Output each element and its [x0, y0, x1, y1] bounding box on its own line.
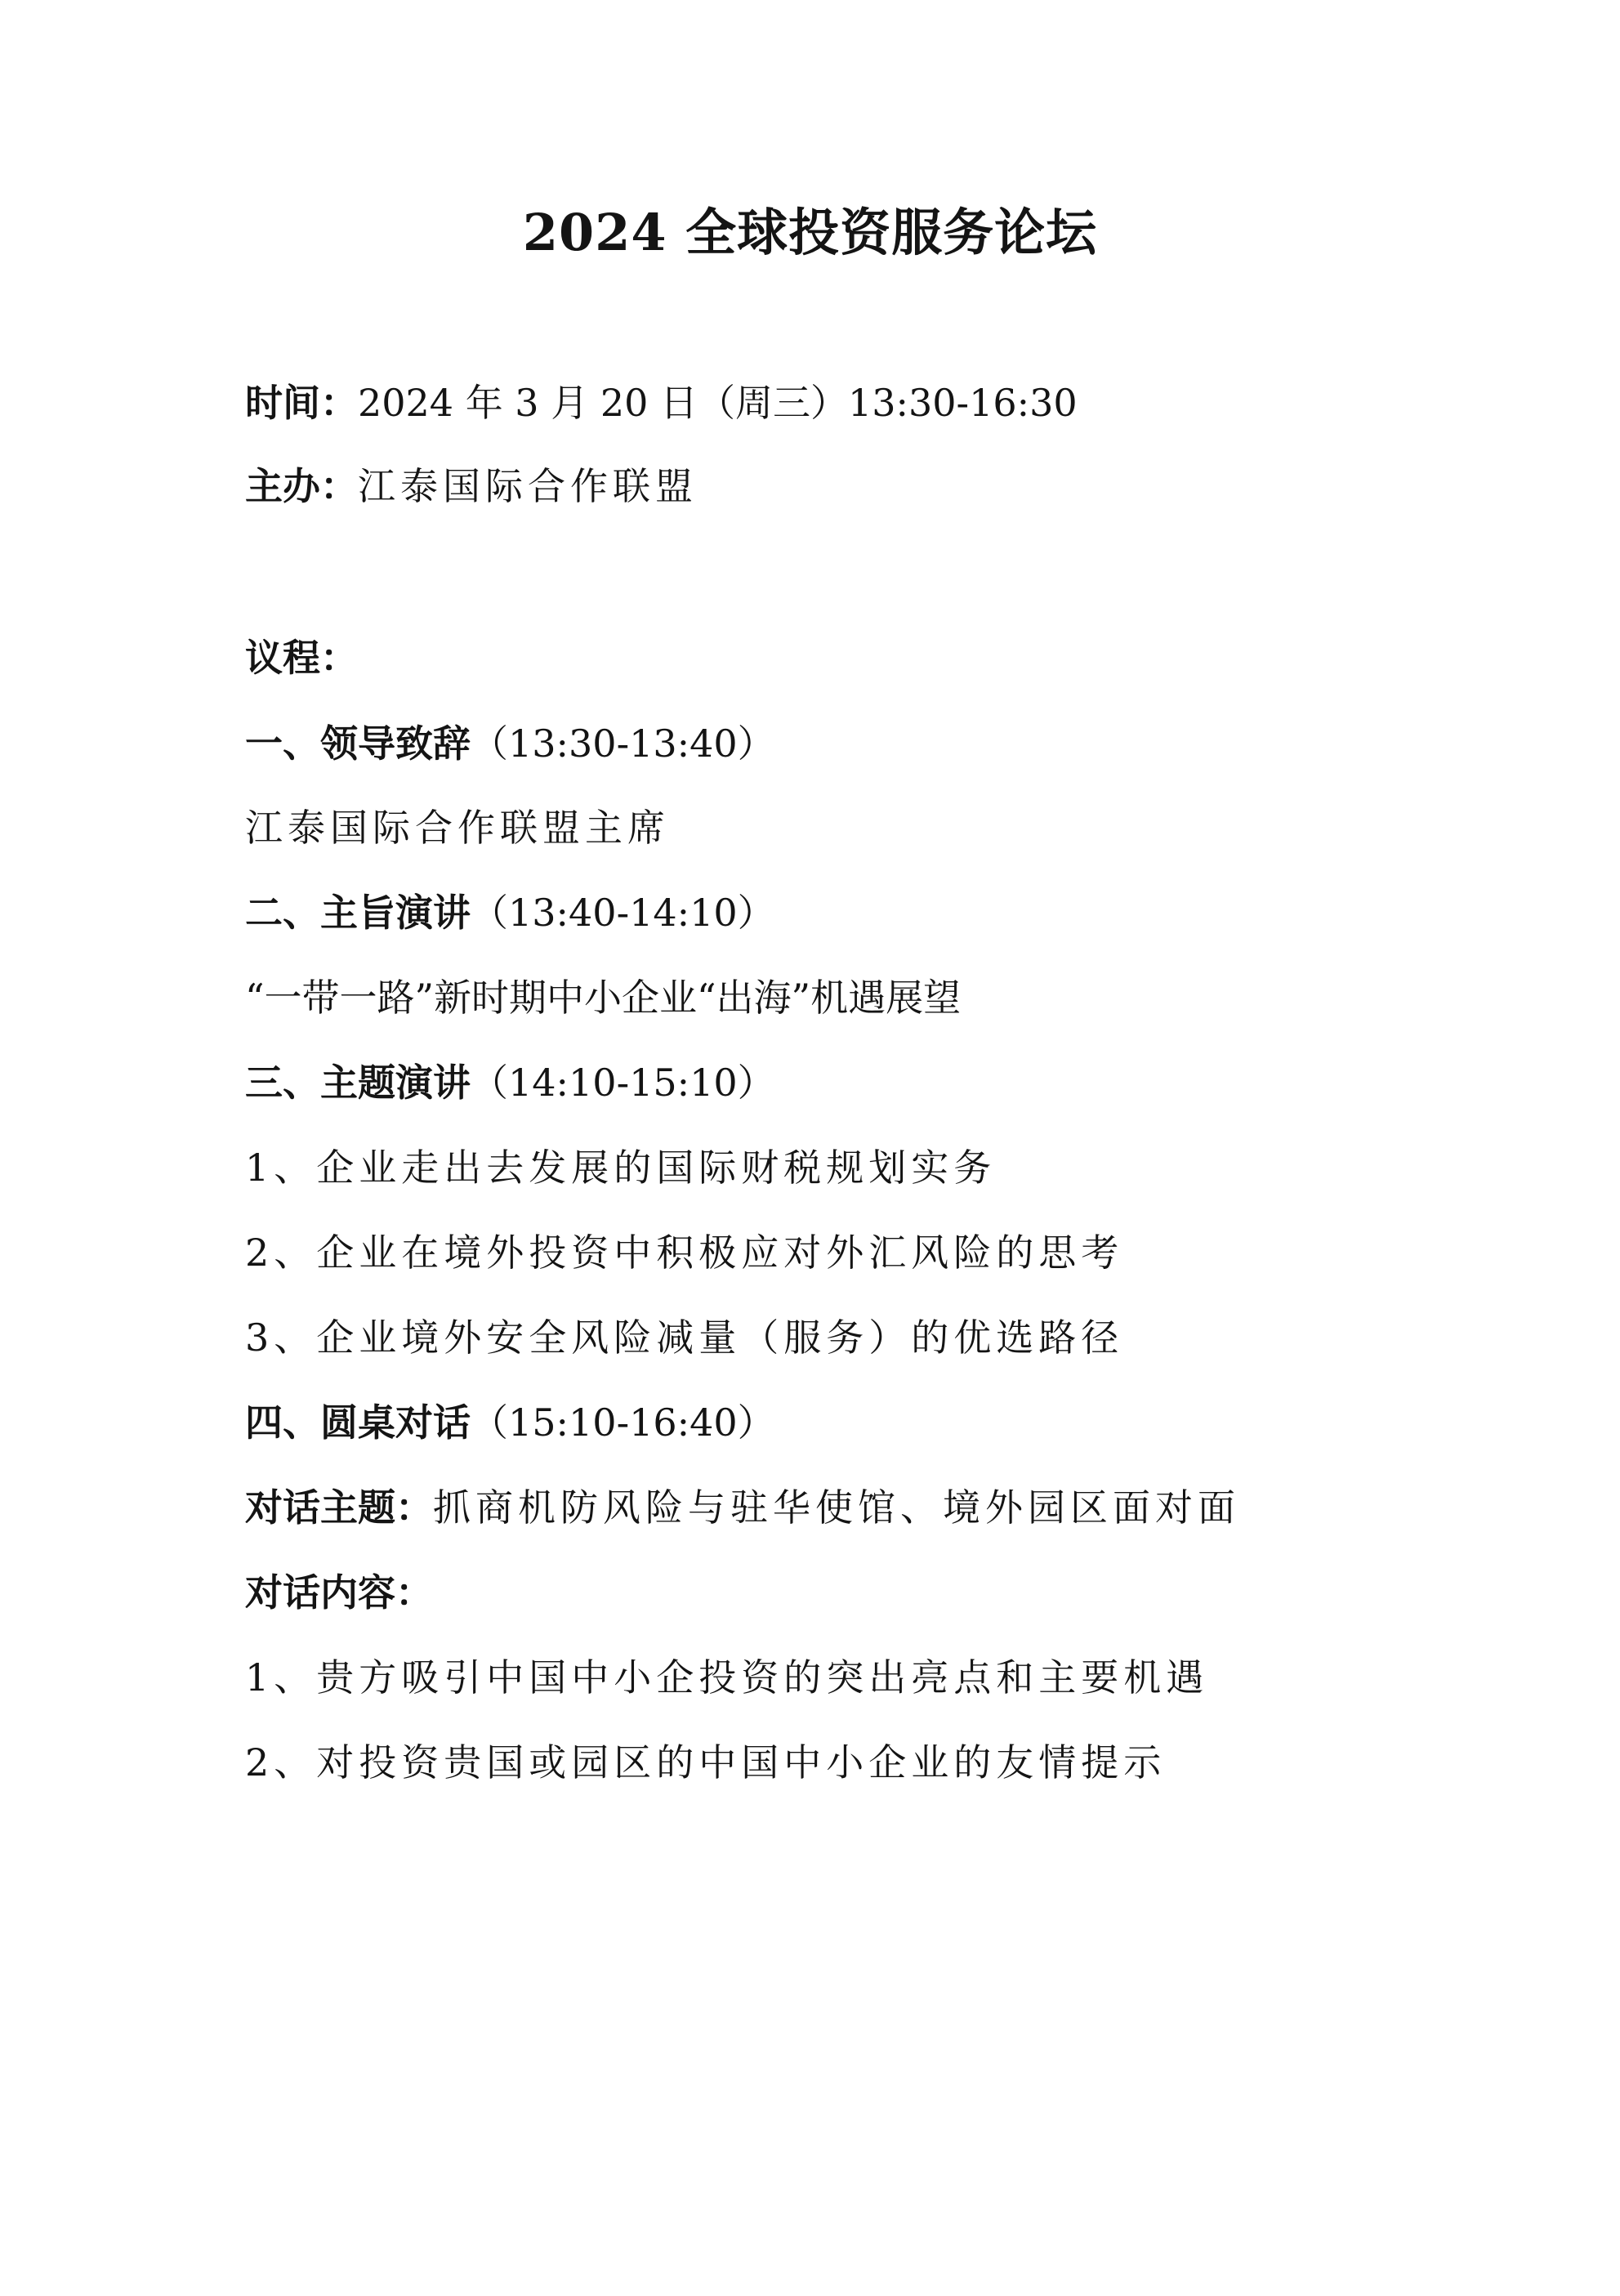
- section-1-time: （13:30-13:40）: [471, 721, 775, 766]
- time-label: 时间：: [245, 381, 358, 425]
- section-3-item: 2、企业在境外投资中积极应对外汇风险的思考: [245, 1231, 1124, 1275]
- dialogue-content-label: 对话内容：: [245, 1570, 433, 1615]
- section-2-header: [245, 888, 775, 937]
- time-row: [245, 378, 1078, 427]
- time-value: 2024 年 3 月 20 日（周三）13:30-16:30: [358, 381, 1078, 425]
- host-value: 江泰国际合作联盟: [358, 464, 698, 508]
- dialogue-content-item: 2、对投资贵国或园区的中国中小企业的友情提示: [245, 1740, 1167, 1785]
- section-2-time: （13:40-14:10）: [471, 891, 775, 935]
- section-4-title: 四、圆桌对话: [245, 1400, 471, 1445]
- host-row: [245, 462, 698, 511]
- section-3-time: （14:10-15:10）: [471, 1061, 775, 1105]
- dialogue-content-item: 1、贵方吸引中国中小企投资的突出亮点和主要机遇: [245, 1655, 1209, 1700]
- document-title: 2024 全球投资服务论坛: [522, 203, 1098, 262]
- section-1-line: 江泰国际合作联盟主席: [245, 806, 670, 850]
- dialogue-topic-value: 抓商机防风险与驻华使馆、境外园区面对面: [433, 1485, 1240, 1530]
- agenda-heading: 议程：: [245, 636, 358, 680]
- section-3-header: [245, 1058, 775, 1107]
- dialogue-topic-row: [245, 1483, 1240, 1532]
- dialogue-topic-label: 对话主题：: [245, 1485, 433, 1530]
- section-4-header: [245, 1398, 775, 1447]
- section-4-time: （15:10-16:40）: [471, 1400, 775, 1445]
- section-1-header: [245, 719, 775, 768]
- section-1-title: 一、领导致辞: [245, 721, 471, 766]
- host-label: 主办：: [245, 464, 358, 508]
- section-3-item: 1、企业走出去发展的国际财税规划实务: [245, 1146, 997, 1190]
- section-2-line: “一带一路”新时期中小企业“出海”机遇展望: [245, 976, 962, 1020]
- section-3-item: 3、企业境外安全风险减量（服务）的优选路径: [245, 1316, 1124, 1360]
- section-3-title: 三、主题演讲: [245, 1061, 471, 1105]
- section-2-title: 二、主旨演讲: [245, 891, 471, 935]
